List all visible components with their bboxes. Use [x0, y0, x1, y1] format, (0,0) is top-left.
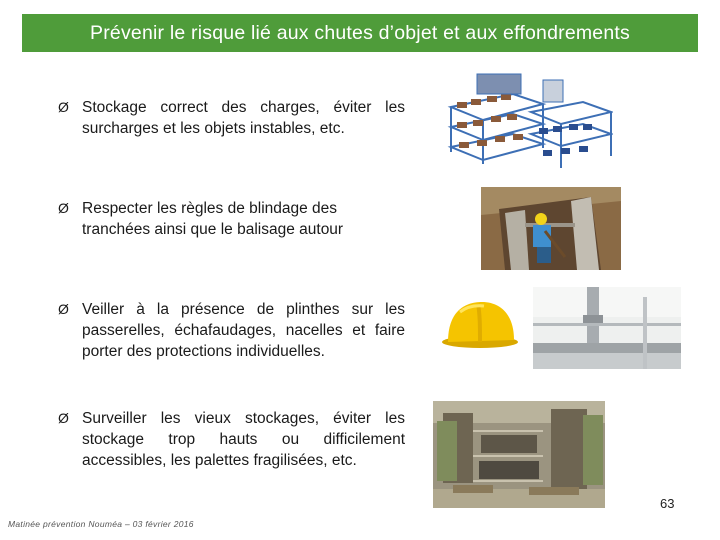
hard-hat-icon	[440, 298, 522, 350]
bullet-text: Veiller à la présence de plinthes sur les passerelles, échafaudages, nacelles et faire porter des protections individuelles.	[82, 301, 405, 360]
arrow-bullet-icon: Ø	[58, 200, 69, 216]
bullet-text: Stockage correct des charges, éviter les surcharges et les objets instables, etc.	[82, 99, 405, 137]
page-number: 63	[660, 496, 675, 511]
bullet-text: Respecter les règles de blindage des tranchées ainsi que le balisage autour	[82, 200, 344, 238]
arrow-bullet-icon: Ø	[58, 410, 69, 426]
bullet-trench	[60, 198, 395, 240]
slide-title-bar	[22, 14, 698, 52]
bullet-old-storage	[60, 408, 405, 471]
bullet-text: Surveiller les vieux stockages, éviter les stockage trop hauts ou difficilement accessibles, les palettes fragilisées, etc.	[82, 410, 405, 469]
bullet-storage	[60, 97, 405, 139]
scaffolding-plinth-image	[533, 287, 681, 369]
bullet-plinths	[60, 299, 405, 362]
arrow-bullet-icon: Ø	[58, 99, 69, 115]
footer-text: Matinée prévention Nouméa – 03 février 2016	[8, 519, 194, 529]
arrow-bullet-icon: Ø	[58, 301, 69, 317]
trench-shoring-image	[481, 187, 621, 270]
storage-racks-image	[443, 72, 613, 172]
slide-title: Prévenir le risque lié aux chutes d’objet et aux effondrements	[90, 21, 630, 44]
old-storage-image	[433, 401, 605, 508]
